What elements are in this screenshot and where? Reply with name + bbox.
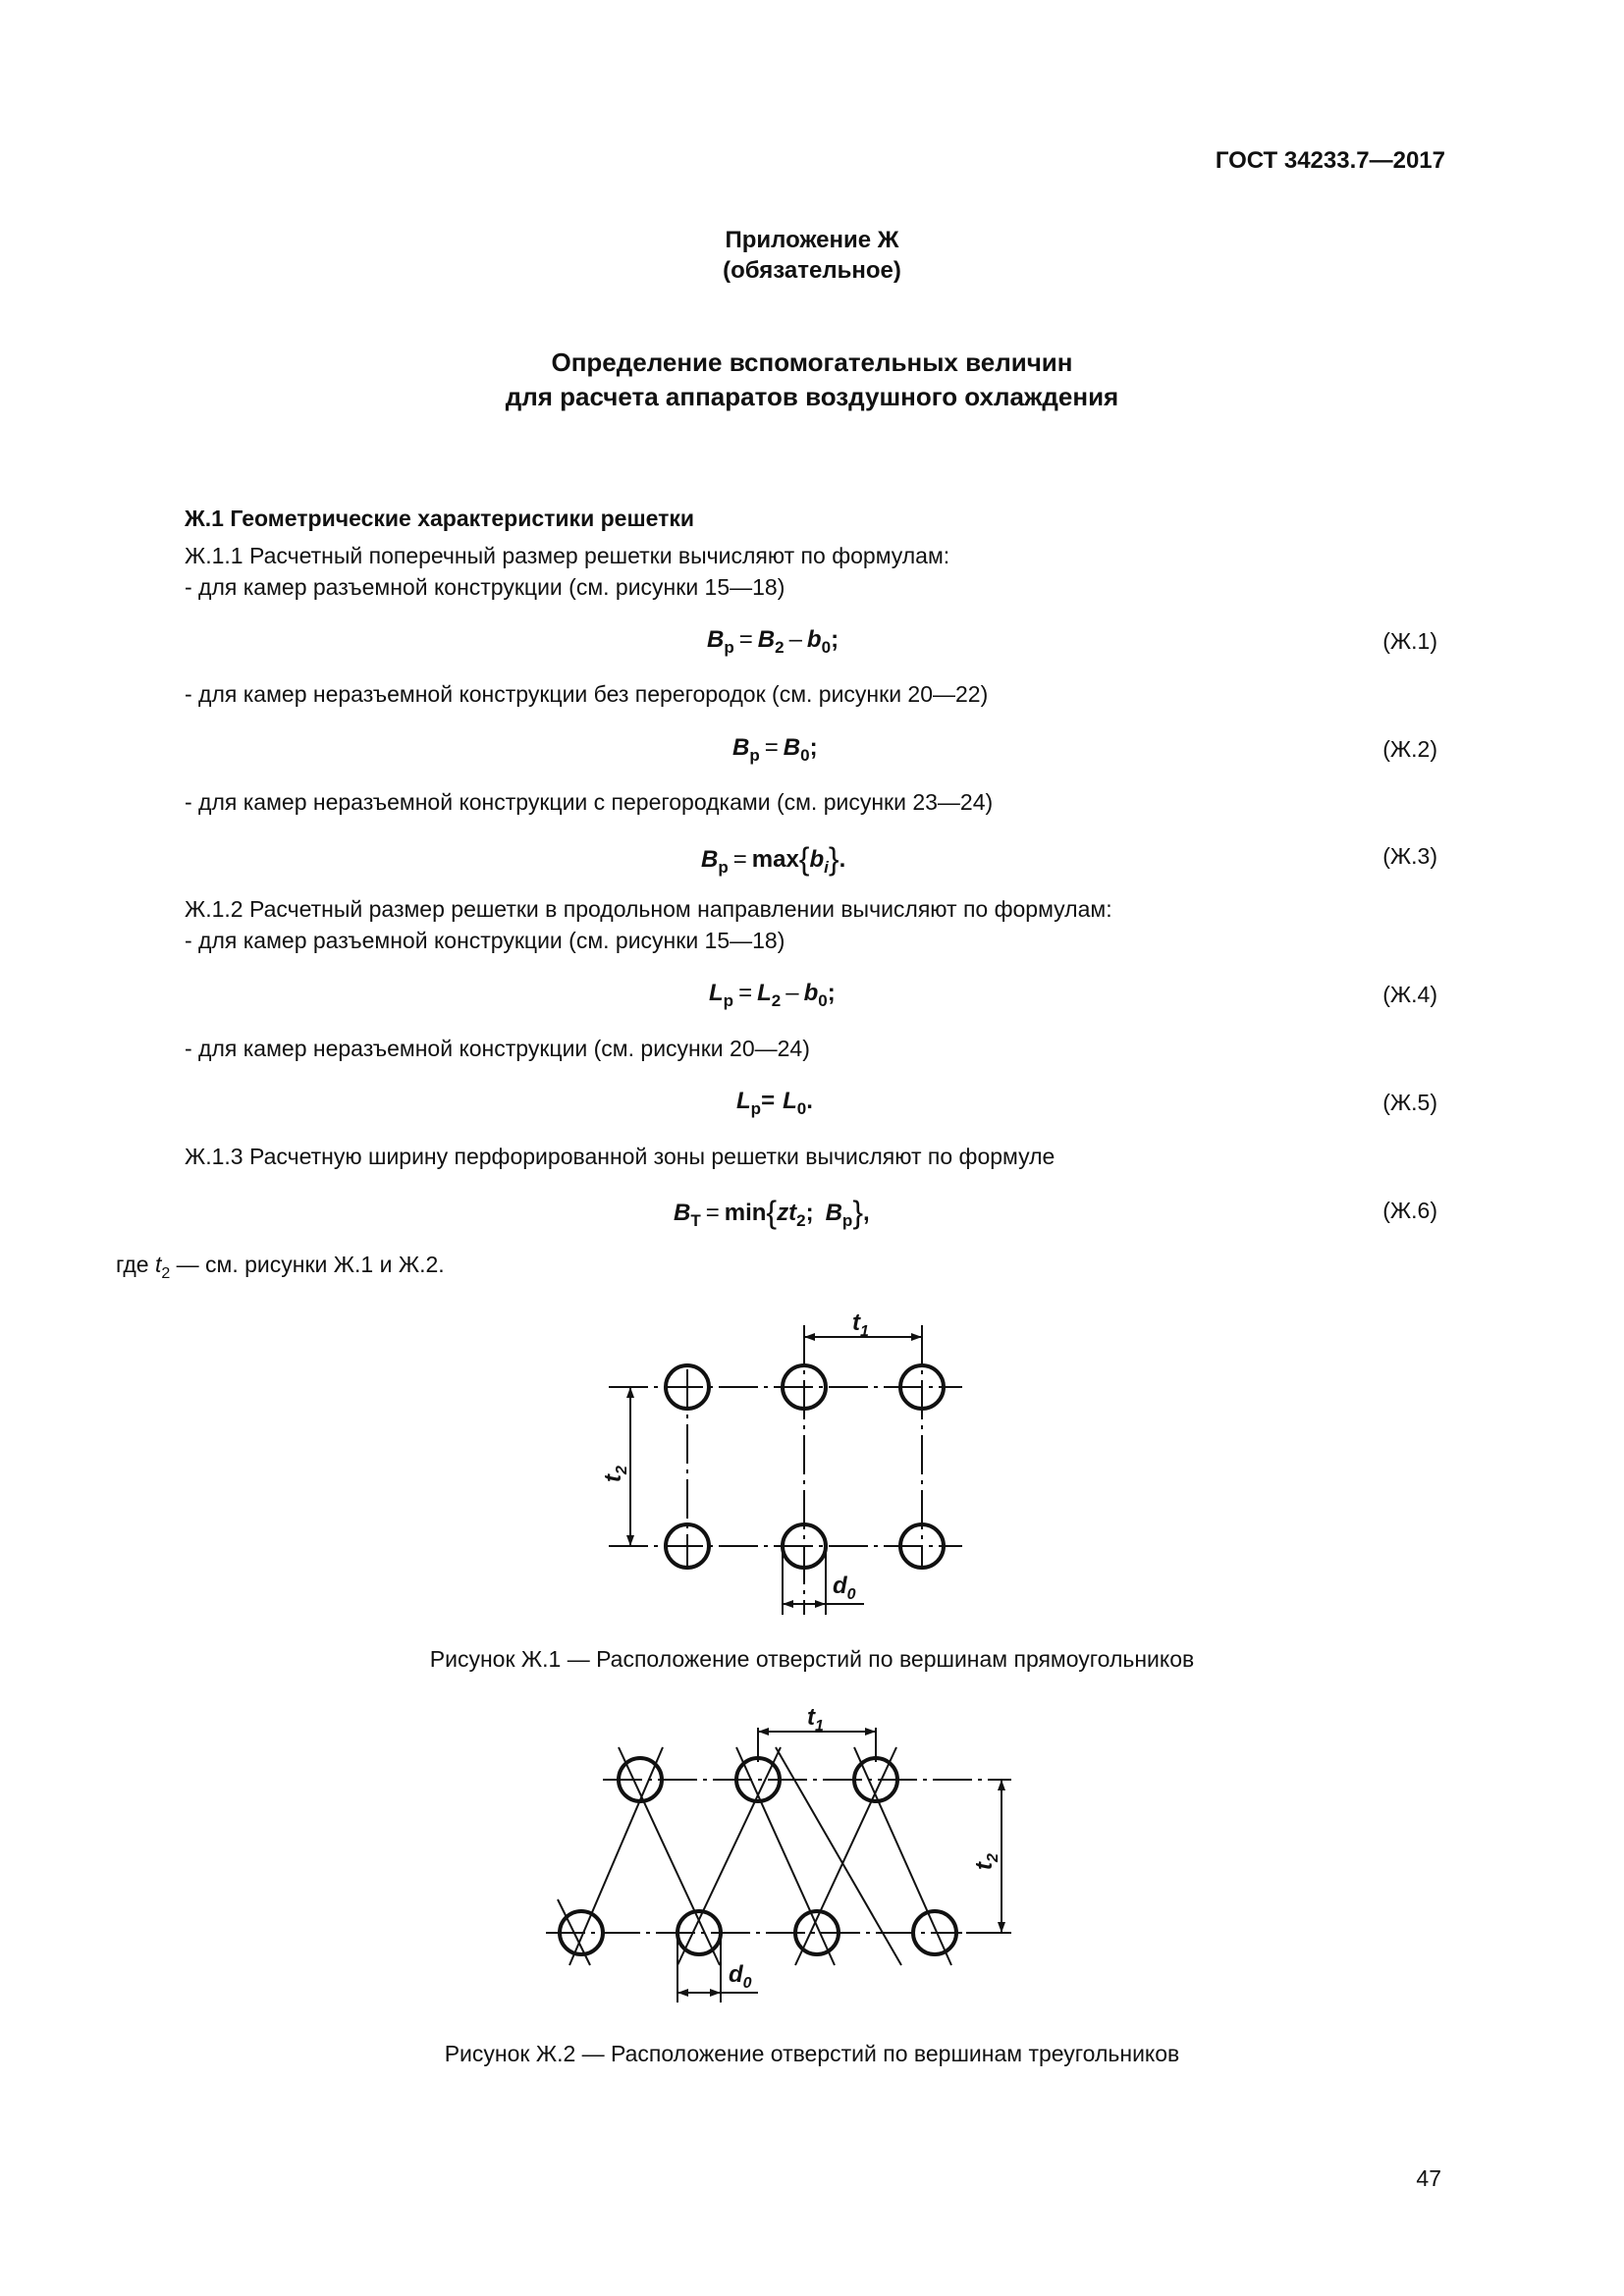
where-note: где $t_2$ — см. рисунки Ж.1 и Ж.2. (116, 1252, 445, 1282)
label-t1: $t_1$ (852, 1309, 869, 1340)
formula-zh5: $L_p= L_0$. (736, 1088, 813, 1118)
heading-line-2: для расчета аппаратов воздушного охлаждения (505, 382, 1119, 411)
list-item-3: - для камер неразъемной конструкции с перегородками (см. рисунки 23—24) (185, 789, 994, 815)
paragraph-1-2: Ж.1.2 Расчетный размер решетки в продольном направлении вычисляют по формулам: (185, 896, 1112, 922)
formula-zh4: $L_p = L_2 - b_0$; (709, 980, 836, 1010)
section-title: Ж.1 Геометрические характеристики решетки (185, 506, 695, 531)
label-d0: $d_0$ (833, 1573, 856, 1603)
list-item-2: - для камер неразъемной конструкции без перегородок (см. рисунки 20—22) (185, 681, 989, 707)
equation-number-1: (Ж.1) (1382, 628, 1437, 654)
label-d0: $d_0$ (729, 1961, 752, 1992)
figure-zh1-caption: Рисунок Ж.1 — Расположение отверстий по вершинам прямоугольников (429, 1646, 1195, 1672)
list-item-1: - для камер разъемной конструкции (см. рисунки 15—18) (185, 574, 785, 600)
equation-number-6: (Ж.6) (1382, 1198, 1437, 1223)
label-t2: $t_2$ (600, 1466, 630, 1482)
formula-zh6: $B_T = \min\{zt_2$; $B_p$}, (674, 1195, 870, 1230)
standard-number: ГОСТ 34233.7—2017 (1215, 147, 1445, 174)
figure-zh2-caption: Рисунок Ж.2 — Расположение отверстий по вершинам треугольников (444, 2041, 1180, 2066)
list-item-4: - для камер разъемной конструкции (см. рисунки 15—18) (185, 928, 785, 953)
list-item-5: - для камер неразъемной конструкции (см. рисунки 20—24) (185, 1036, 810, 1061)
equation-number-4: (Ж.4) (1382, 982, 1437, 1007)
formula-zh1: $B_p = B_2 - b_0$; (707, 626, 839, 657)
label-t1: $t_1$ (807, 1704, 824, 1735)
paragraph-1-1: Ж.1.1 Расчетный поперечный размер решетки вычисляют по формулам: (185, 543, 950, 568)
label-t2: $t_2$ (971, 1853, 1001, 1870)
equation-number-2: (Ж.2) (1382, 736, 1437, 762)
formula-zh2: $B_p = B_0$; (732, 734, 818, 765)
equation-number-3: (Ж.3) (1382, 843, 1437, 869)
paragraph-1-3: Ж.1.3 Расчетную ширину перфорированной зоны решетки вычисляют по формуле (185, 1144, 1056, 1169)
page-number: 47 (1416, 2165, 1441, 2191)
appendix-title: Приложение Ж (725, 227, 899, 253)
equation-number-5: (Ж.5) (1382, 1090, 1437, 1115)
heading-line-1: Определение вспомогательных величин (551, 347, 1073, 377)
formula-zh3: $B_p = \max\{b_i\}$. (701, 841, 846, 877)
appendix-status: (обязательное) (723, 257, 901, 284)
figure-zh1 (609, 1325, 962, 1615)
figure-zh2 (546, 1728, 1011, 2002)
